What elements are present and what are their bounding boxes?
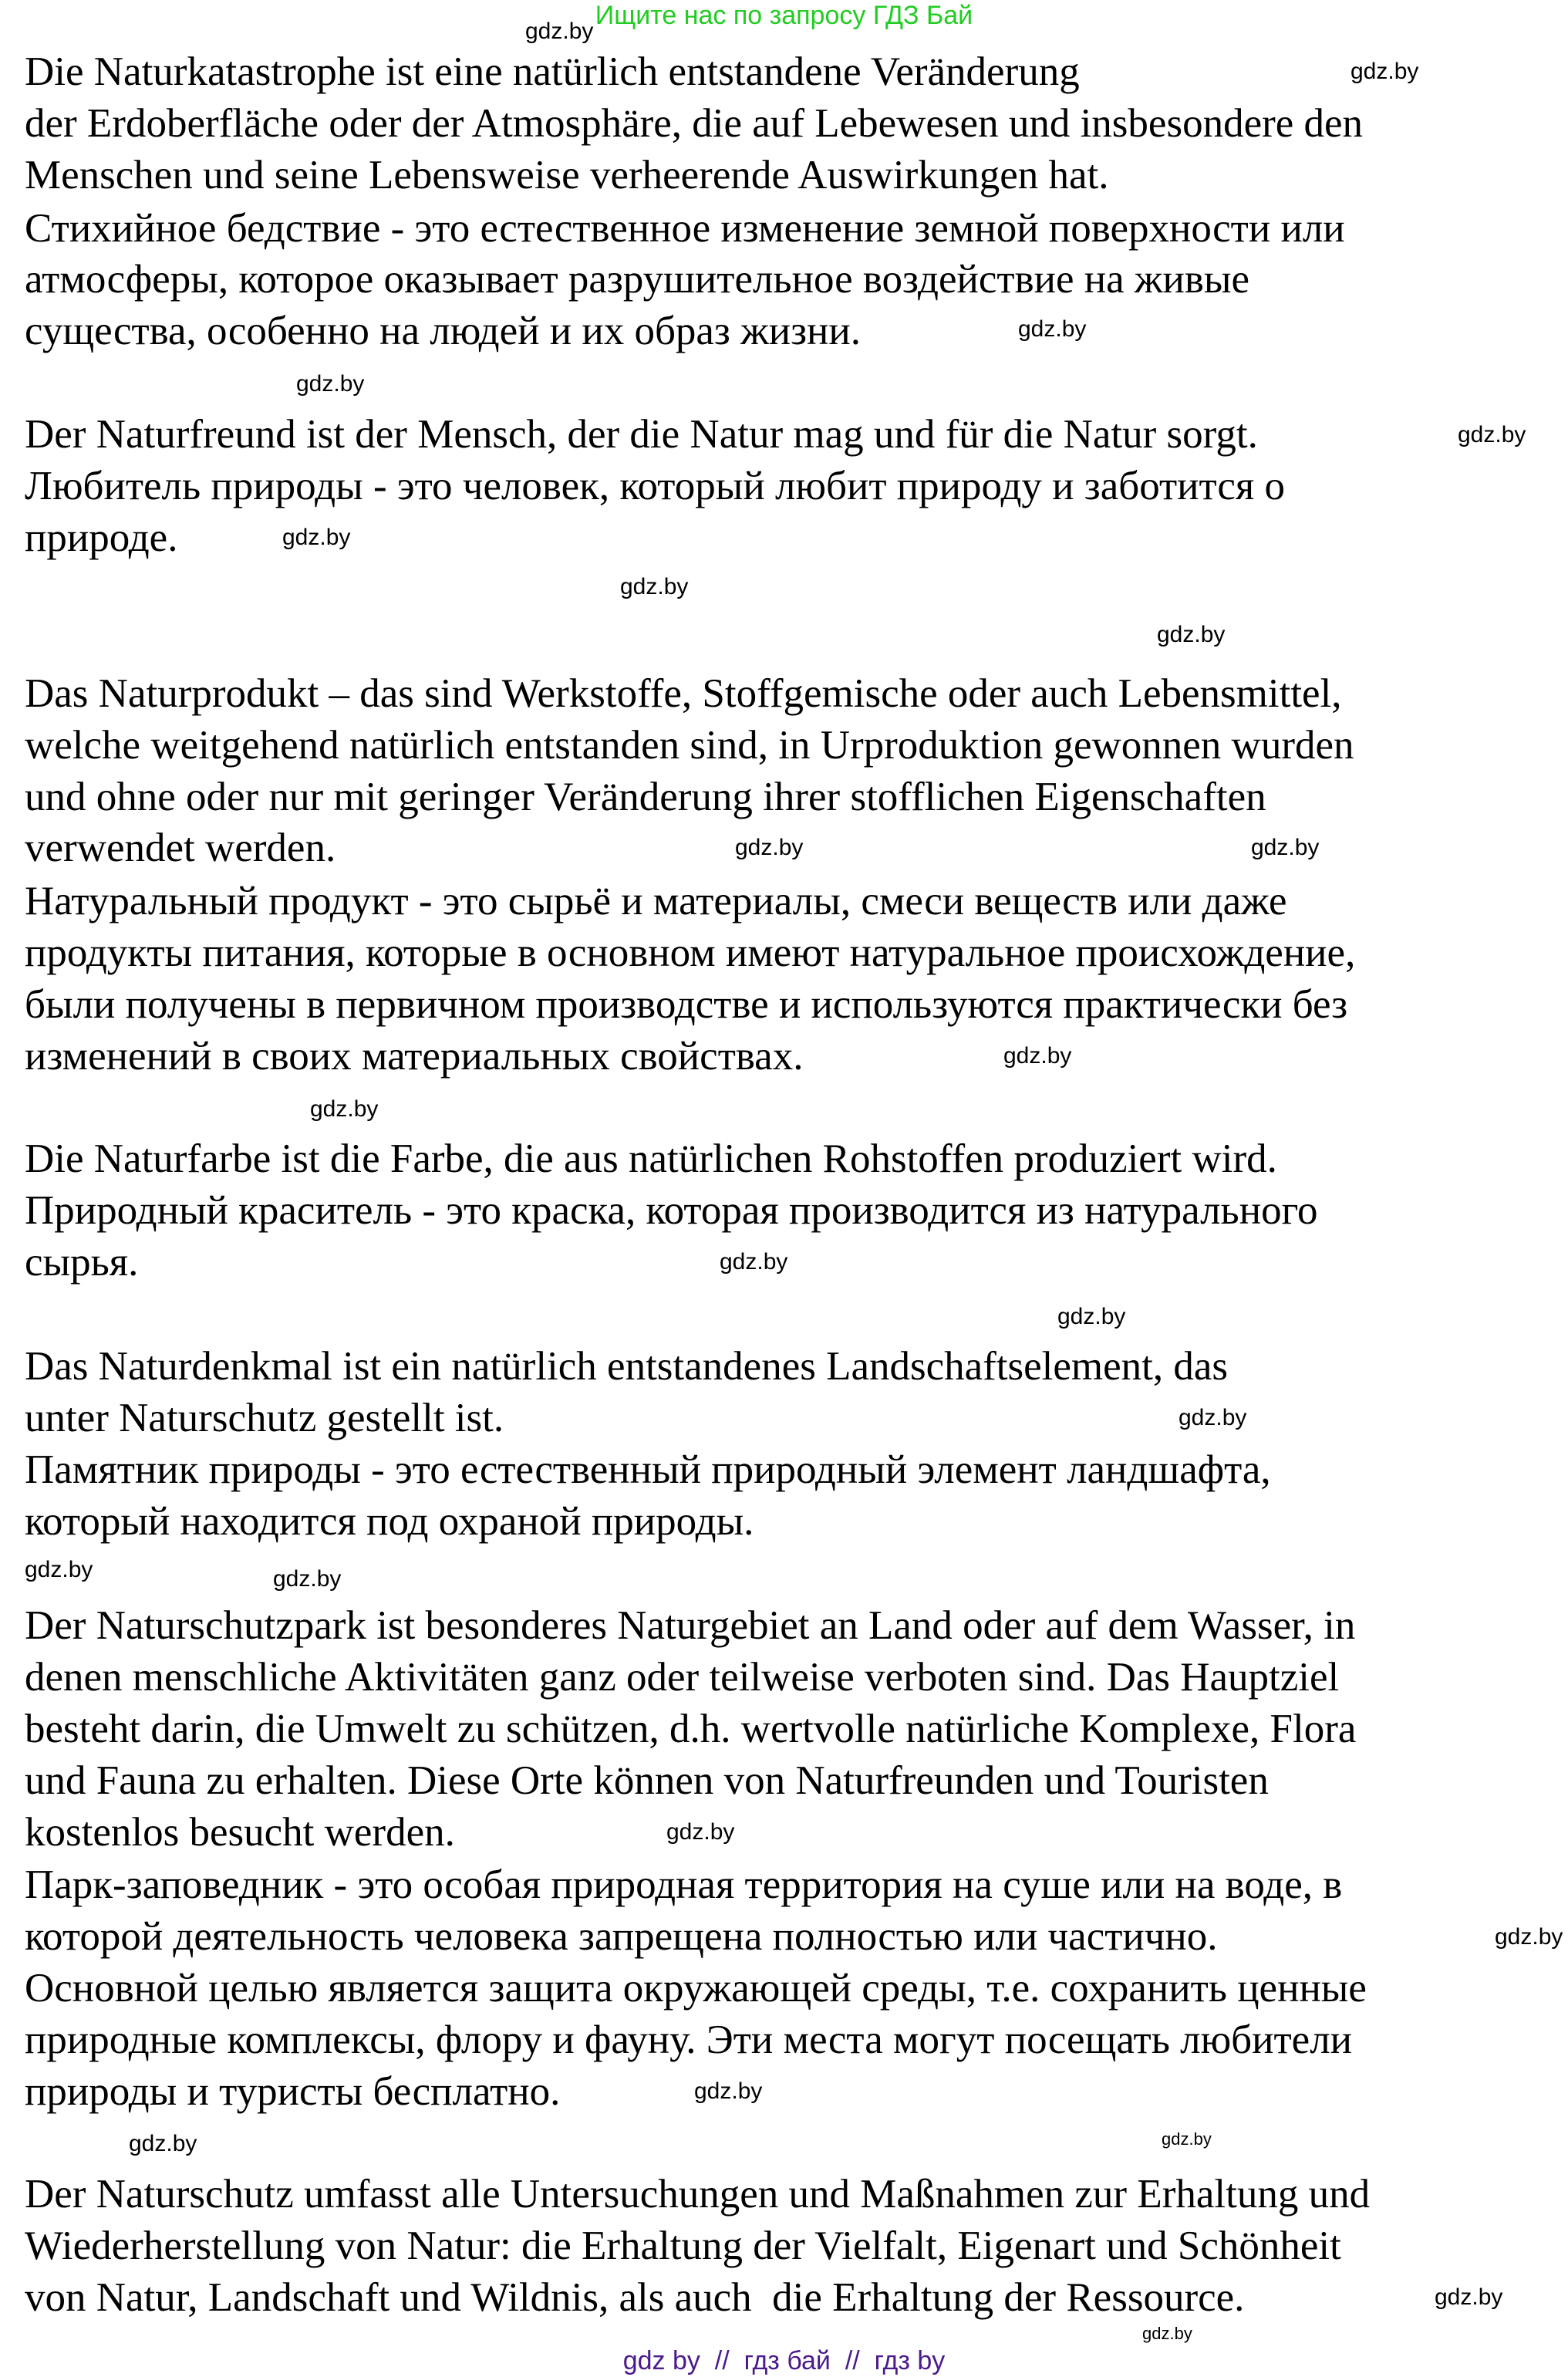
text-line: изменений в своих материальных свойствах.: [25, 1034, 804, 1079]
watermark: gdz.by: [1435, 2284, 1503, 2310]
watermark: gdz.by: [25, 1557, 93, 1582]
header-banner: Ищите нас по запросу ГДЗ Бай: [595, 1, 973, 30]
watermark: gdz.by: [282, 525, 351, 550]
footer-banner: gdz by // гдз бай // гдз by: [622, 2346, 946, 2375]
text-line: welche weitgehend natürlich entstanden sind, in Urproduktion gewonnen wurden: [25, 723, 1354, 768]
text-line: und ohne oder nur mit geringer Veränderung ihrer stofflichen Eigenschaften: [25, 775, 1266, 819]
text-line: природные комплексы, флору и фауну. Эти места могут посещать любители: [25, 2017, 1352, 2062]
text-line: Памятник природы - это естественный природный элемент ландшафта,: [25, 1447, 1271, 1492]
watermark: gdz.by: [620, 574, 689, 599]
text-line: von Natur, Landschaft und Wildnis, als auch die Erhaltung der Ressource.: [25, 2275, 1245, 2320]
text-line: атмосферы, которое оказывает разрушительное воздействие на живые: [25, 257, 1250, 302]
watermark: gdz.by: [735, 835, 804, 860]
watermark: gdz.by: [694, 2078, 763, 2104]
text-line: kostenlos besucht werden.: [25, 1810, 455, 1855]
watermark: gdz.by: [1495, 1924, 1563, 1950]
text-line: который находится под охраной природы.: [25, 1499, 754, 1544]
text-line: Der Naturschutz umfasst alle Untersuchungen und Maßnahmen zur Erhaltung und: [25, 2172, 1371, 2217]
text-line: природы и туристы бесплатно.: [25, 2069, 561, 2114]
watermark: gdz.by: [525, 19, 594, 44]
watermark: gdz.by: [720, 1249, 788, 1275]
text-line: Wiederherstellung von Natur: die Erhaltung der Vielfalt, Eigenart und Schönheit: [25, 2223, 1341, 2268]
watermark: gdz.by: [310, 1096, 379, 1122]
text-line: Стихийное бедствие - это естественное изменение земной поверхности или: [25, 206, 1345, 251]
text-line: сырья.: [25, 1240, 139, 1285]
watermark: gdz.by: [1018, 316, 1087, 342]
text-line: denen menschliche Aktivitäten ganz oder teilweise verboten sind. Das Hauptziel: [25, 1655, 1340, 1700]
text-line: были получены в первичном производстве и используются практически без: [25, 982, 1348, 1027]
watermark: gdz.by: [1057, 1304, 1126, 1329]
text-line: der Erdoberfläche oder der Atmosphäre, die auf Lebewesen und insbesondere den: [25, 101, 1364, 146]
text-line: unter Naturschutz gestellt ist.: [25, 1396, 504, 1440]
text-line: существа, особенно на людей и их образ жизни.: [25, 309, 862, 353]
text-line: Природный краситель - это краска, которая производится из натурального: [25, 1188, 1318, 1233]
watermark: gdz.by: [1458, 422, 1526, 447]
text-line: Die Naturfarbe ist die Farbe, die aus natürlichen Rohstoffen produziert wird.: [25, 1136, 1277, 1181]
watermark: gdz.by: [1142, 2324, 1192, 2343]
watermark: gdz.by: [1251, 835, 1320, 860]
watermark: gdz.by: [129, 2131, 197, 2156]
text-line: Любитель природы - это человек, который любит природу и заботится о: [25, 464, 1285, 508]
text-line: und Fauna zu erhalten. Diese Orte können von Naturfreunden und Touristen: [25, 1758, 1269, 1803]
text-line: Der Naturfreund ist der Mensch, der die Natur mag und für die Natur sorgt.: [25, 412, 1258, 457]
text-line: продукты питания, которые в основном имеют натуральное происхождение,: [25, 930, 1356, 975]
watermark: gdz.by: [1157, 622, 1226, 647]
watermark: gdz.by: [296, 371, 365, 397]
text-line: которой деятельность человека запрещена полностью или частично.: [25, 1914, 1218, 1959]
text-line: Основной целью является защита окружающей среды, т.е. сохранить ценные: [25, 1966, 1367, 2011]
watermark: gdz.by: [666, 1819, 735, 1845]
text-line: Парк-заповедник - это особая природная территория на суше или на воде, в: [25, 1862, 1343, 1907]
watermark: gdz.by: [273, 1566, 342, 1592]
text-line: Menschen und seine Lebensweise verheerende Auswirkungen hat.: [25, 153, 1109, 198]
text-line: Das Naturprodukt – das sind Werkstoffe, Stoffgemische oder auch Lebensmittel,: [25, 671, 1342, 716]
watermark: gdz.by: [1003, 1043, 1072, 1069]
text-line: Der Naturschutzpark ist besonderes Naturgebiet an Land oder auf dem Wasser, in: [25, 1603, 1356, 1648]
text-line: Die Naturkatastrophe ist eine natürlich entstandene Veränderung: [25, 49, 1080, 94]
text-line: Натуральный продукт - это сырьё и материалы, смеси веществ или даже: [25, 879, 1287, 923]
watermark: gdz.by: [1179, 1405, 1247, 1430]
text-line: природе.: [25, 515, 178, 560]
text-line: Das Naturdenkmal ist ein natürlich entstandenes Landschaftselement, das: [25, 1344, 1229, 1389]
text-line: verwendet werden.: [25, 826, 336, 870]
watermark: gdz.by: [1351, 59, 1419, 84]
watermark: gdz.by: [1162, 2129, 1212, 2149]
text-line: besteht darin, die Umwelt zu schützen, d.h. wertvolle natürliche Komplexe, Flora: [25, 1707, 1357, 1751]
